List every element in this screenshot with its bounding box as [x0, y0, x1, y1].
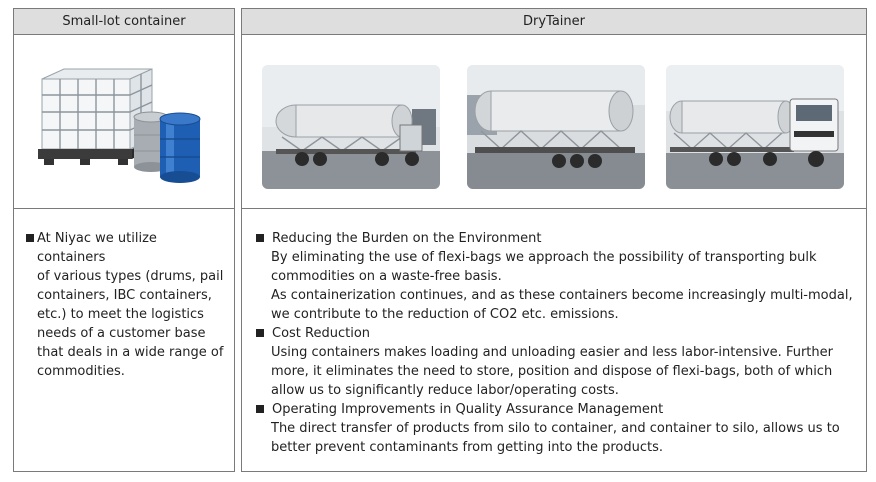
benefit-line: commodities on a waste-free basis.	[271, 269, 502, 284]
small-lot-container-panel	[13, 8, 235, 472]
benefit-line: The direct transfer of products from silo to container, and container to silo, allows us to	[271, 421, 840, 436]
drytainer-truck-photo-1	[262, 65, 440, 189]
bullet-square-icon	[256, 329, 264, 337]
bullet-square-icon	[26, 234, 34, 242]
small-lot-container-description	[14, 209, 234, 471]
benefit-line: more, it eliminates the need to store, position and dispose of flexi-bags, both of which	[271, 364, 833, 379]
drytainer-panel	[241, 8, 867, 472]
small-lot-container-image-area	[14, 35, 234, 209]
containers-illustration	[14, 35, 234, 208]
bullet-square-icon	[256, 234, 264, 242]
benefit-line: better prevent contaminants from getting into the products.	[271, 440, 663, 455]
description-line: of various types (drums, pail	[37, 269, 224, 284]
drytainer-description	[242, 209, 866, 471]
bullet-square-icon	[256, 405, 264, 413]
small-lot-container-header: Small-lot container	[14, 9, 234, 35]
blue-drum-image	[160, 113, 200, 183]
benefit-line: By eliminating the use of flexi-bags we approach the possibility of transporting bulk	[271, 250, 817, 265]
description-line: etc.) to meet the logistics	[37, 307, 204, 322]
drytainer-header: DryTainer	[242, 9, 866, 35]
description-line: needs of a customer base	[37, 326, 206, 341]
drytainer-image-area	[242, 35, 866, 209]
benefit-line: Using containers makes loading and unloading easier and less labor-intensive. Further	[271, 345, 833, 360]
benefit-line: we contribute to the reduction of CO2 etc. emissions.	[271, 307, 619, 322]
benefit-line: As containerization continues, and as these containers become increasingly multi-modal,	[271, 288, 853, 303]
description-line: containers, IBC containers,	[37, 288, 212, 303]
description-line: commodities.	[37, 364, 125, 379]
description-line: that deals in a wide range of	[37, 345, 224, 360]
benefit-title: Reducing the Burden on the Environment	[272, 231, 542, 246]
benefit-title: Cost Reduction	[272, 326, 371, 341]
benefit-title: Operating Improvements in Quality Assurance Management	[272, 402, 664, 417]
description-line: At Niyac we utilize containers	[37, 231, 157, 265]
benefit-line: allow us to significantly reduce labor/operating costs.	[271, 383, 619, 398]
drytainer-truck-photo-2	[467, 65, 645, 189]
drytainer-truck-photo-3	[666, 65, 844, 189]
